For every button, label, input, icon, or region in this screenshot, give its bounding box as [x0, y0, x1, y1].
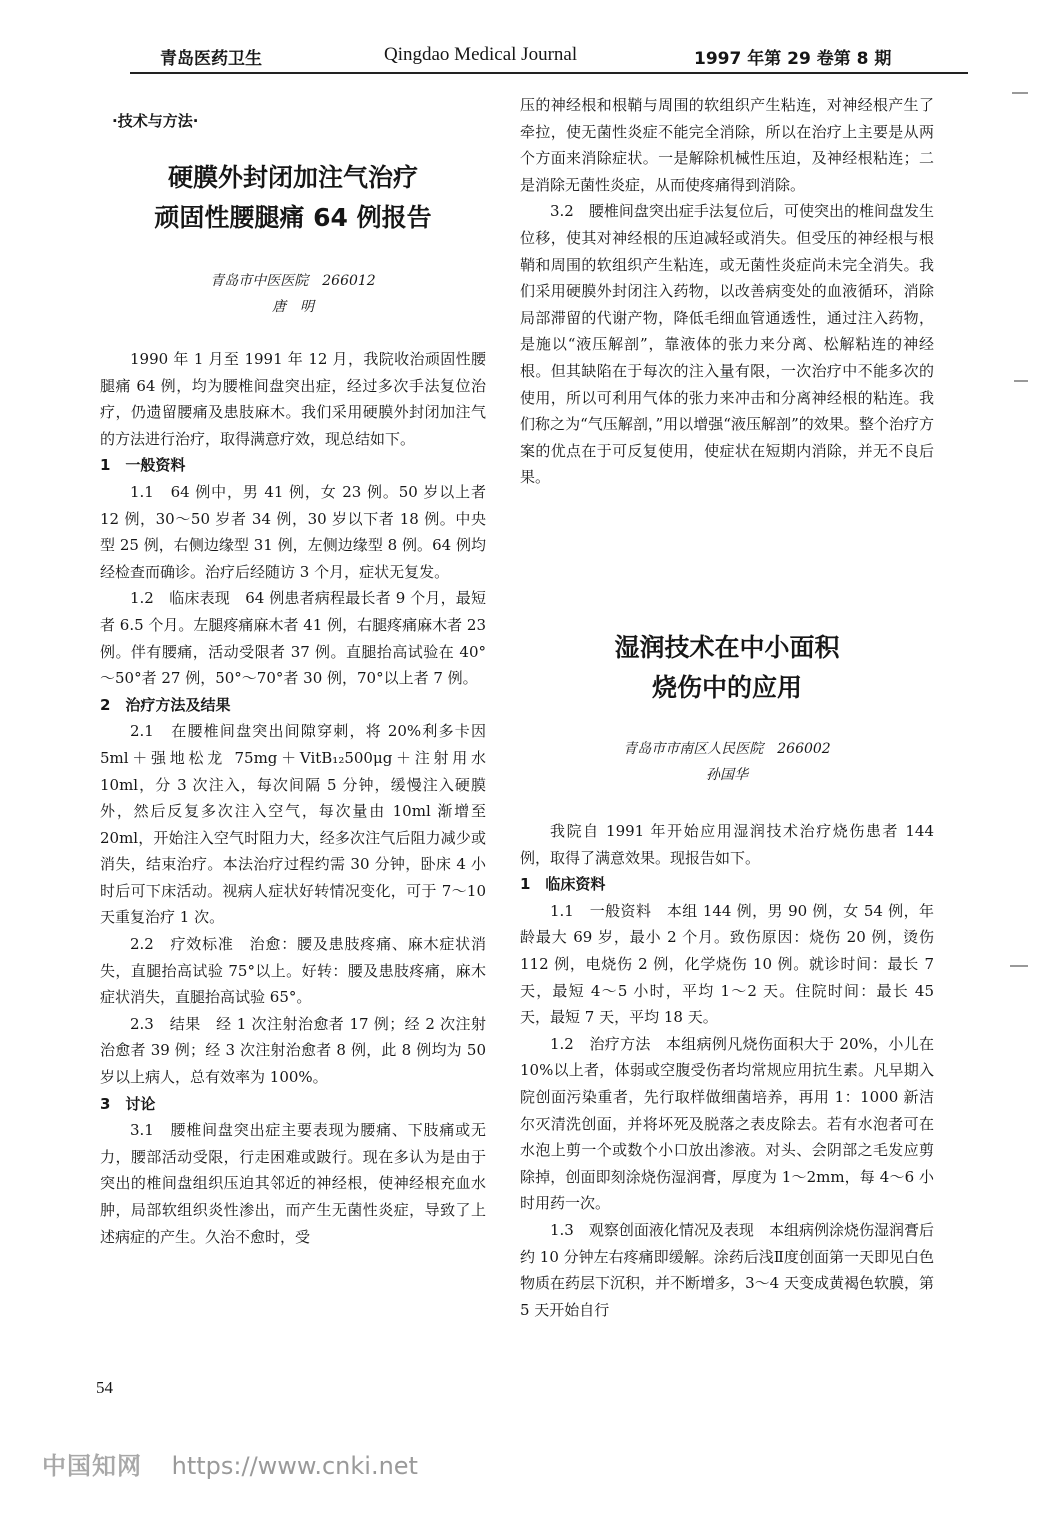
paragraph: 1990 年 1 月至 1991 年 12 月，我院收治顽固性腰腿痛 64 例，均为腰椎间盘突出症，经过多次手法复位治疗，仍遗留腰痛及患肢麻木。我们采用硬膜外封闭加注气的方法进行治疗，取得满意疗效，现总结如下。: [100, 350, 486, 448]
article1-title-line1: 硬膜外封闭加注气治疗: [167, 163, 418, 192]
cnki-logo: 中国知网: [42, 1452, 142, 1480]
paragraph: 1.3 观察创面液化情况及表现 本组病例涂烧伤湿润膏后约 10 分钟左右疼痛即缓解。涂药后浅Ⅱ度创面第一天即见白色物质在药层下沉积，并不断增多，3～4 天变成黄褐色软膜，第 5 天开始自行: [520, 1220, 934, 1319]
article2-author: 孙国华: [706, 767, 748, 783]
scan-speck: [1014, 380, 1028, 382]
page-number: 54: [96, 1378, 113, 1397]
paragraph-continued: 压的神经根和根鞘与周围的软组织产生粘连，对神经根产生了牵拉，使无菌性炎症不能完全消除，所以在治疗上主要是从两个方面来消除症状。一是解除机械性压迫，及神经根粘连；二是消除无菌性炎症，从而使疼痛得到消除。: [520, 96, 934, 194]
scan-speck: [1010, 965, 1028, 967]
article2-title: [520, 628, 934, 708]
paragraph: 我院自 1991 年开始应用湿润技术治疗烧伤患者 144 例，取得了满意效果。现报告如下。: [520, 822, 934, 867]
journal-name-cn: 青岛医药卫生: [160, 49, 262, 69]
article1-body-left: [100, 346, 486, 1250]
article2-affiliation: 青岛市市南区人民医院 266002: [623, 741, 831, 757]
section-heading: 1 一般资料: [100, 456, 186, 475]
article1-body-right: [520, 92, 934, 491]
cnki-url[interactable]: https://www.cnki.net: [171, 1452, 418, 1480]
article1-author: 唐 明: [272, 299, 314, 315]
cnki-footer: [42, 1446, 418, 1481]
section-heading: 3 讨论: [100, 1094, 156, 1113]
article1-affiliation: 青岛市中医医院 266012: [210, 273, 376, 289]
article2-byline: [520, 736, 934, 788]
paragraph: 2.2 疗效标准 治愈：腰及患肢疼痛、麻木症状消失，直腿抬高试验 75°以上。好转：腰及患肢疼痛，麻木症状消失，直腿抬高试验 65°。: [100, 935, 486, 1007]
issue-info: 1997 年第 29 卷第 8 期: [694, 49, 892, 69]
journal-name-en: Qingdao Medical Journal: [384, 44, 578, 65]
header-rule: [130, 72, 968, 74]
article2-title-line2: 烧伤中的应用: [651, 673, 802, 702]
paragraph: 1.1 一般资料 本组 144 例，男 90 例，女 54 例，年龄最大 69 岁，最小 2 个月。致伤原因：烧伤 20 例，烫伤 112 例，电烧伤 2 例，化学烧伤 10 例。就诊时间：最长 7 天，最短 4～5 小时，平均 1～2 天。住院时间：最长 45 天，最短 7 天，平均 18 天。: [520, 901, 934, 1027]
paragraph: 1.2 治疗方法 本组病例凡烧伤面积大于 20%，小儿在 10%以上者，体弱或空腹受伤者均常规应用抗生素。凡早期入院创面污染重者，先行取样做细菌培养，再用 1：1000 新洁尔灭清洗创面，并将坏死及脱落之表皮除去。若有水泡者可在水泡上剪一个或数个小口放出渗液。对头、会阴部之毛发应剪除掉，创面即刻涂烧伤湿润膏，厚度为 1～2mm，每 4～6 小时用药一次。: [520, 1034, 934, 1213]
scan-speck: [1012, 92, 1028, 94]
section-heading: 1 临床资料: [520, 875, 606, 894]
paragraph: 1.1 64 例中，男 41 例，女 23 例。50 岁以上者 12 例，30～50 岁者 34 例，30 岁以下者 18 例。中央型 25 例，右侧边缘型 31 例，左侧边缘型 8 例。64 例均经检查而确诊。治疗后经随访 3 个月，症状无复发。: [100, 482, 486, 581]
article1-title: [100, 158, 486, 238]
article1-title-line2: 顽固性腰腿痛 64 例报告: [154, 203, 432, 232]
paragraph: 1.2 临床表现 64 例患者病程最长者 9 个月，最短者 6.5 个月。左腿疼痛麻木者 41 例，右腿疼痛麻木者 23 例。伴有腰痛，活动受限者 37 例。直腿抬高试验在 40°～50°者 27 例，50°～70°者 30 例，70°以上者 7 例。: [100, 589, 486, 688]
article2-body: [520, 818, 934, 1323]
paragraph: 3.2 腰椎间盘突出症手法复位后，可使突出的椎间盘发生位移，使其对神经根的压迫减轻或消失。但受压的神经根与根鞘和周围的软组织产生粘连，或无菌性炎症尚未完全消失。我们采用硬膜外封闭注入药物，以改善病变处的血液循环，消除局部滞留的代谢产物，降低毛细血管通透性，通过注入药物，是施以“液压解剖”，靠液体的张力来分离、松解粘连的神经根。但其缺陷在于每次的注入量有限，一次治疗中不能多次的使用，所以可利用气体的张力来冲击和分离神经根的粘连。我们称之为“气压解剖，”用以增强“液压解剖”的效果。整个治疗方案的优点在于可反复使用，使症状在短期内消除，并无不良后果。: [520, 202, 934, 487]
column-label: ·技术与方法·: [112, 112, 199, 130]
paragraph: 2.1 在腰椎间盘突出间隙穿刺，将 20%利多卡因 5ml＋强地松龙 75mg＋VitB₁₂500μg＋注射用水 10ml，分 3 次注入，每次间隔 5 分钟，缓慢注入硬膜外，然后反复多次注入空气，每次量由 10ml 渐增至 20ml，开始注入空气时阻力大，经多次注气后阻力减少或消失，结束治疗。本法治疗过程约需 30 分钟，卧床 4 小时后可下床活动。视病人症状好转情况变化，可于 7～10 天重复治疗 1 次。: [100, 722, 486, 927]
paragraph: 3.1 腰椎间盘突出症主要表现为腰痛、下肢痛或无力，腰部活动受限，行走困难或跛行。现在多认为是由于突出的椎间盘组织压迫其邻近的神经根，使神经根充血水肿，局部软组织炎性渗出，而产生无菌性炎症，导致了上述病症的产生。久治不愈时，受: [100, 1121, 486, 1246]
paragraph: 2.3 结果 经 1 次注射治愈者 17 例；经 2 次注射治愈者 39 例；经 3 次注射治愈者 8 例，此 8 例均为 50 岁以上病人，总有效率为 100%。: [100, 1014, 486, 1087]
article2-title-line1: 湿润技术在中小面积: [614, 633, 840, 662]
article1-byline: [100, 268, 486, 320]
section-heading: 2 治疗方法及结果: [100, 695, 231, 714]
